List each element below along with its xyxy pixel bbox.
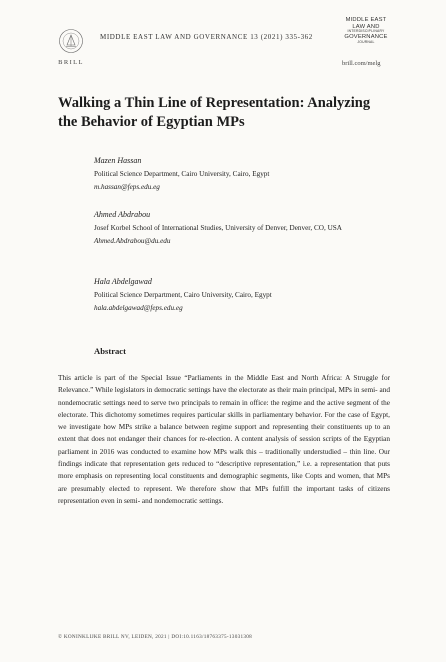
author-affiliation: Josef Korbel School of International Studies, University of Denver, Denver, CO, USA [94, 224, 342, 233]
journal-logo-line: LAW AND [352, 23, 380, 30]
journal-citation: MIDDLE EAST LAW AND GOVERNANCE 13 (2021) 335-362 [100, 33, 313, 41]
author-name: Mazen Hassan [94, 156, 142, 165]
author-email[interactable]: Ahmed.Abdrabou@du.edu [94, 236, 171, 245]
journal-logo-line: MIDDLE EAST [345, 17, 387, 23]
copyright-footer: © KONINKLIJKE BRILL NV, LEIDEN, 2021 | DOI:10.1163/18763375-13031308 [58, 634, 253, 640]
article-title: Walking a Thin Line of Representation: Analyzing the Behavior of Egyptian MPs [58, 95, 371, 130]
author-email[interactable]: hala.abdelgawad@feps.edu.eg [94, 303, 183, 312]
journal-logo-line: GOVERNANCE [344, 34, 388, 41]
author-email[interactable]: m.hassan@feps.edu.eg [94, 182, 160, 191]
author-name: Ahmed Abdrabou [94, 210, 151, 219]
author-block [94, 155, 364, 193]
author-affiliation: Political Science Department, Cairo University, Cairo, Egypt [94, 170, 270, 179]
author-name: Hala Abdelgawad [94, 277, 152, 286]
publisher-wordmark: BRILL [58, 59, 84, 66]
journal-url-link[interactable]: brill.com/melg [342, 60, 381, 67]
author-block [94, 209, 364, 247]
journal-logo [340, 17, 392, 45]
journal-logo-line: JOURNAL [357, 39, 375, 44]
author-affiliation: Political Science Derpartment, Cairo University, Cairo, Egypt [94, 291, 272, 300]
abstract-body: This article is part of the Special Issue “Parliaments in the Middle East and North Africa: A Struggle for Relevance.” While legislators in democratic settings have the electorate as their main principal, MPs in semi- and nondemocratic settings need to serve two principals to remain in office: the regime and the active segment of the electorate. This dichotomy sometimes requires particular skills in parliamentary behavior. For the case of Egypt, we investigate how MPs strike a balance between regime support and representing their constituents up to an extent that does not endanger their chances for re-election. A content analysis of session scripts of the Egyptian parliament in 2016 was conducted to examine how MPs walk this – traditionally understudied – thin line. Our findings indicate that representation gets reduced to “descriptive representation,” i.e. a representation that puts more emphasis on representing local constituents and demographic segments, like Copts and women, that MPs are presumably elected to represent. We therefore show that MPs fulfill the important tasks of citizens representation even in semi- and nondemocratic settings. [58, 374, 390, 505]
author-block [94, 276, 364, 314]
journal-logo-line: INTERDISCIPLINARY [347, 29, 385, 34]
abstract-heading: Abstract [94, 346, 126, 356]
brill-seal-logo [58, 27, 84, 57]
